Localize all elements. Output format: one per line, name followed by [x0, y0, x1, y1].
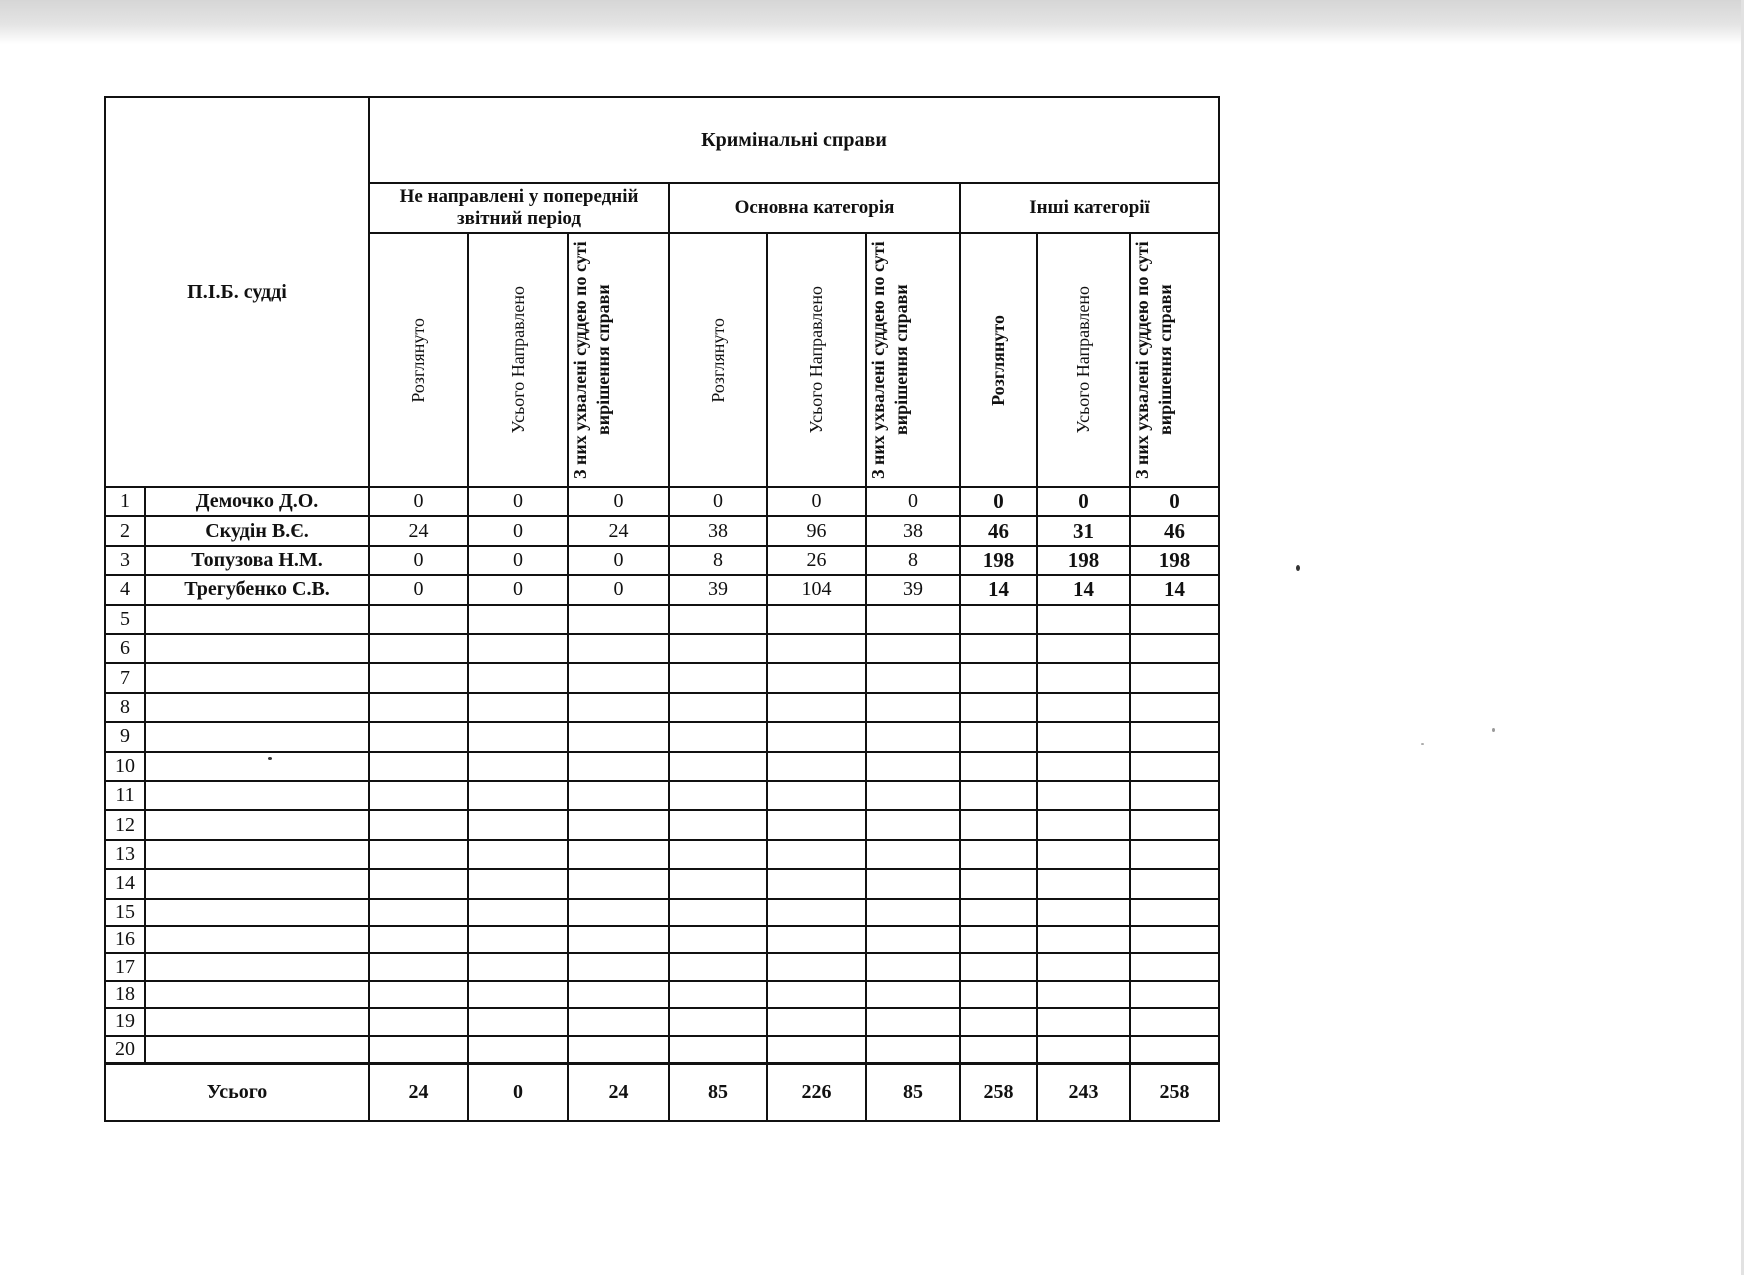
value-cell [866, 1008, 960, 1035]
value-cell [960, 953, 1037, 980]
judge-name [145, 634, 369, 663]
scan-speck [1296, 565, 1300, 571]
value-cell [960, 693, 1037, 722]
value-cell [1037, 605, 1130, 634]
value-cell: 26 [767, 546, 866, 575]
value-cell [568, 634, 669, 663]
row-number: 18 [105, 981, 145, 1008]
judge-name [145, 1036, 369, 1063]
row-number: 16 [105, 926, 145, 953]
column-header: З них ухвалені суддею по суті вирішення справи [568, 233, 669, 487]
table-row [105, 840, 1219, 869]
value-cell [767, 926, 866, 953]
value-cell [369, 693, 468, 722]
value-cell [468, 722, 568, 751]
value-cell [960, 722, 1037, 751]
value-cell [1130, 752, 1219, 781]
value-cell [767, 781, 866, 810]
value-cell: 0 [1130, 487, 1219, 516]
value-cell [369, 926, 468, 953]
value-cell [369, 722, 468, 751]
value-cell [568, 869, 669, 898]
table-row [105, 722, 1219, 751]
row-number: 2 [105, 516, 145, 545]
value-cell [669, 981, 767, 1008]
value-cell [1130, 722, 1219, 751]
value-cell: 0 [468, 575, 568, 604]
value-cell: 38 [866, 516, 960, 545]
value-cell [866, 810, 960, 839]
value-cell [669, 926, 767, 953]
total-cell: 0 [468, 1063, 568, 1121]
value-cell: 96 [767, 516, 866, 545]
column-header: Розглянуто [369, 233, 468, 487]
value-cell [960, 899, 1037, 926]
scan-speck [1492, 728, 1495, 732]
value-cell [468, 1036, 568, 1063]
column-header: Розглянуто [960, 233, 1037, 487]
row-number: 6 [105, 634, 145, 663]
value-cell [960, 926, 1037, 953]
value-cell [468, 926, 568, 953]
value-cell: 46 [1130, 516, 1219, 545]
table-row [105, 752, 1219, 781]
value-cell: 0 [369, 575, 468, 604]
row-number: 11 [105, 781, 145, 810]
value-cell: 0 [468, 516, 568, 545]
value-cell [369, 953, 468, 980]
group-header-main-category: Основна категорія [669, 183, 960, 233]
value-cell [1037, 722, 1130, 751]
value-cell [369, 781, 468, 810]
value-cell [568, 781, 669, 810]
value-cell [669, 953, 767, 980]
value-cell [767, 899, 866, 926]
value-cell [1037, 1008, 1130, 1035]
value-cell [866, 1036, 960, 1063]
table-row [105, 781, 1219, 810]
value-cell: 0 [960, 487, 1037, 516]
value-cell [1130, 926, 1219, 953]
judge-name [145, 722, 369, 751]
value-cell: 0 [669, 487, 767, 516]
value-cell: 198 [1130, 546, 1219, 575]
value-cell: 0 [468, 546, 568, 575]
value-cell [1130, 781, 1219, 810]
judge-name [145, 693, 369, 722]
table-row [105, 546, 1219, 575]
row-number: 20 [105, 1036, 145, 1063]
judge-name: Трегубенко С.В. [145, 575, 369, 604]
value-cell: 24 [369, 516, 468, 545]
judge-name [145, 840, 369, 869]
value-cell [468, 1008, 568, 1035]
value-cell [369, 810, 468, 839]
total-cell: 258 [960, 1063, 1037, 1121]
total-cell: 243 [1037, 1063, 1130, 1121]
table-row [105, 516, 1219, 545]
value-cell: 39 [669, 575, 767, 604]
value-cell [369, 634, 468, 663]
value-cell [468, 752, 568, 781]
value-cell [669, 752, 767, 781]
value-cell [866, 840, 960, 869]
table-row [105, 810, 1219, 839]
value-cell [468, 953, 568, 980]
total-cell: 24 [369, 1063, 468, 1121]
judge-name [145, 663, 369, 692]
value-cell [767, 953, 866, 980]
row-number: 5 [105, 605, 145, 634]
row-number: 3 [105, 546, 145, 575]
table-row [105, 663, 1219, 692]
value-cell [866, 663, 960, 692]
value-cell: 0 [866, 487, 960, 516]
value-cell: 198 [960, 546, 1037, 575]
value-cell [767, 810, 866, 839]
table-title: Кримінальні справи [369, 97, 1219, 183]
value-cell [767, 869, 866, 898]
table-row [105, 1036, 1219, 1063]
value-cell [866, 899, 960, 926]
judge-name [145, 752, 369, 781]
value-cell: 0 [369, 487, 468, 516]
value-cell [369, 981, 468, 1008]
value-cell [1130, 840, 1219, 869]
judge-name [145, 810, 369, 839]
value-cell [866, 752, 960, 781]
value-cell: 24 [568, 516, 669, 545]
value-cell [468, 634, 568, 663]
value-cell [669, 605, 767, 634]
row-number: 8 [105, 693, 145, 722]
value-cell [1037, 634, 1130, 663]
value-cell [1130, 899, 1219, 926]
value-cell [1037, 869, 1130, 898]
value-cell [767, 693, 866, 722]
value-cell [468, 693, 568, 722]
value-cell [369, 1008, 468, 1035]
value-cell: 31 [1037, 516, 1130, 545]
value-cell [1037, 899, 1130, 926]
group-header-other-categories: Інші категорії [960, 183, 1219, 233]
value-cell: 39 [866, 575, 960, 604]
table-row [105, 926, 1219, 953]
value-cell [767, 605, 866, 634]
value-cell [866, 869, 960, 898]
value-cell [960, 840, 1037, 869]
total-label: Усього [105, 1063, 369, 1121]
judge-name [145, 926, 369, 953]
value-cell [767, 752, 866, 781]
value-cell [369, 663, 468, 692]
value-cell [1130, 1008, 1219, 1035]
value-cell [767, 663, 866, 692]
judge-name [145, 781, 369, 810]
column-header: Усього Направлено [1037, 233, 1130, 487]
value-cell [369, 752, 468, 781]
table-row [105, 899, 1219, 926]
judge-name-header: П.І.Б. судді [105, 97, 369, 487]
value-cell: 198 [1037, 546, 1130, 575]
value-cell [468, 605, 568, 634]
value-cell [669, 840, 767, 869]
total-cell: 226 [767, 1063, 866, 1121]
value-cell [568, 752, 669, 781]
value-cell [568, 810, 669, 839]
value-cell [866, 781, 960, 810]
value-cell [669, 810, 767, 839]
value-cell [568, 722, 669, 751]
value-cell [960, 663, 1037, 692]
table-row [105, 575, 1219, 604]
value-cell: 8 [866, 546, 960, 575]
value-cell [669, 899, 767, 926]
value-cell [1130, 663, 1219, 692]
value-cell [568, 663, 669, 692]
value-cell [1130, 810, 1219, 839]
value-cell [960, 781, 1037, 810]
value-cell [468, 781, 568, 810]
value-cell [866, 634, 960, 663]
row-number: 15 [105, 899, 145, 926]
value-cell [669, 663, 767, 692]
value-cell: 14 [1037, 575, 1130, 604]
value-cell [568, 1036, 669, 1063]
value-cell [369, 869, 468, 898]
value-cell [468, 869, 568, 898]
column-header: Усього Направлено [767, 233, 866, 487]
column-header: Розглянуто [669, 233, 767, 487]
row-number: 10 [105, 752, 145, 781]
value-cell [568, 840, 669, 869]
value-cell [767, 722, 866, 751]
value-cell: 0 [468, 487, 568, 516]
value-cell [468, 899, 568, 926]
judge-name [145, 1008, 369, 1035]
value-cell: 14 [1130, 575, 1219, 604]
value-cell [568, 1008, 669, 1035]
value-cell [1037, 981, 1130, 1008]
value-cell [568, 926, 669, 953]
value-cell [669, 869, 767, 898]
value-cell [960, 810, 1037, 839]
value-cell [1130, 869, 1219, 898]
value-cell [1130, 634, 1219, 663]
row-number: 4 [105, 575, 145, 604]
scan-top-shadow [0, 0, 1744, 44]
value-cell [1037, 926, 1130, 953]
value-cell: 38 [669, 516, 767, 545]
value-cell [669, 1036, 767, 1063]
table-row [105, 693, 1219, 722]
value-cell [369, 605, 468, 634]
value-cell [1130, 605, 1219, 634]
judge-name [145, 869, 369, 898]
row-number: 12 [105, 810, 145, 839]
value-cell [468, 981, 568, 1008]
value-cell [369, 1036, 468, 1063]
value-cell [866, 722, 960, 751]
value-cell [1037, 810, 1130, 839]
value-cell [1130, 981, 1219, 1008]
value-cell [669, 1008, 767, 1035]
value-cell [1037, 840, 1130, 869]
judge-name [145, 981, 369, 1008]
table-row [105, 981, 1219, 1008]
value-cell [767, 840, 866, 869]
value-cell [1037, 1036, 1130, 1063]
value-cell [960, 605, 1037, 634]
value-cell [568, 605, 669, 634]
value-cell [1130, 953, 1219, 980]
value-cell [568, 899, 669, 926]
value-cell: 14 [960, 575, 1037, 604]
judge-name [145, 605, 369, 634]
value-cell [568, 693, 669, 722]
value-cell [767, 634, 866, 663]
group-header-not-referred: Не направлені у попередній звітний період [369, 183, 669, 233]
column-header: З них ухвалені суддею по суті вирішення справи [1130, 233, 1219, 487]
value-cell [767, 1008, 866, 1035]
value-cell: 104 [767, 575, 866, 604]
value-cell [568, 953, 669, 980]
value-cell [960, 981, 1037, 1008]
row-number: 9 [105, 722, 145, 751]
table-row [105, 1008, 1219, 1035]
judge-name [145, 953, 369, 980]
value-cell [1037, 752, 1130, 781]
row-number: 7 [105, 663, 145, 692]
value-cell: 0 [369, 546, 468, 575]
table-row [105, 605, 1219, 634]
value-cell [960, 869, 1037, 898]
value-cell: 0 [568, 575, 669, 604]
judge-name: Топузова Н.М. [145, 546, 369, 575]
total-cell: 24 [568, 1063, 669, 1121]
judge-name: Демочко Д.О. [145, 487, 369, 516]
value-cell [669, 722, 767, 751]
value-cell [1037, 953, 1130, 980]
value-cell [767, 981, 866, 1008]
total-cell: 258 [1130, 1063, 1219, 1121]
value-cell [1130, 1036, 1219, 1063]
value-cell: 0 [767, 487, 866, 516]
value-cell [960, 1008, 1037, 1035]
value-cell [1037, 781, 1130, 810]
value-cell [866, 953, 960, 980]
value-cell [468, 810, 568, 839]
value-cell: 0 [568, 487, 669, 516]
judge-name: Скудін В.Є. [145, 516, 369, 545]
value-cell [468, 840, 568, 869]
value-cell [468, 663, 568, 692]
value-cell [568, 981, 669, 1008]
value-cell [866, 605, 960, 634]
table-row [105, 953, 1219, 980]
total-cell: 85 [669, 1063, 767, 1121]
value-cell: 0 [568, 546, 669, 575]
row-number: 13 [105, 840, 145, 869]
criminal-cases-table [104, 96, 1220, 1122]
value-cell [866, 981, 960, 1008]
value-cell [669, 781, 767, 810]
value-cell [960, 634, 1037, 663]
value-cell [369, 899, 468, 926]
row-number: 17 [105, 953, 145, 980]
judge-name [145, 899, 369, 926]
value-cell [669, 634, 767, 663]
row-number: 14 [105, 869, 145, 898]
value-cell [669, 693, 767, 722]
value-cell [960, 752, 1037, 781]
value-cell: 8 [669, 546, 767, 575]
total-cell: 85 [866, 1063, 960, 1121]
table-row [105, 869, 1219, 898]
row-number: 1 [105, 487, 145, 516]
value-cell [1130, 693, 1219, 722]
value-cell [866, 693, 960, 722]
value-cell [1037, 693, 1130, 722]
scan-speck [1421, 743, 1424, 745]
value-cell [866, 926, 960, 953]
column-header: З них ухвалені суддею по суті вирішення справи [866, 233, 960, 487]
value-cell: 0 [1037, 487, 1130, 516]
row-number: 19 [105, 1008, 145, 1035]
value-cell [369, 840, 468, 869]
value-cell: 46 [960, 516, 1037, 545]
table-row [105, 634, 1219, 663]
column-header: Усього Направлено [468, 233, 568, 487]
value-cell [960, 1036, 1037, 1063]
value-cell [1037, 663, 1130, 692]
table-row [105, 487, 1219, 516]
value-cell [767, 1036, 866, 1063]
